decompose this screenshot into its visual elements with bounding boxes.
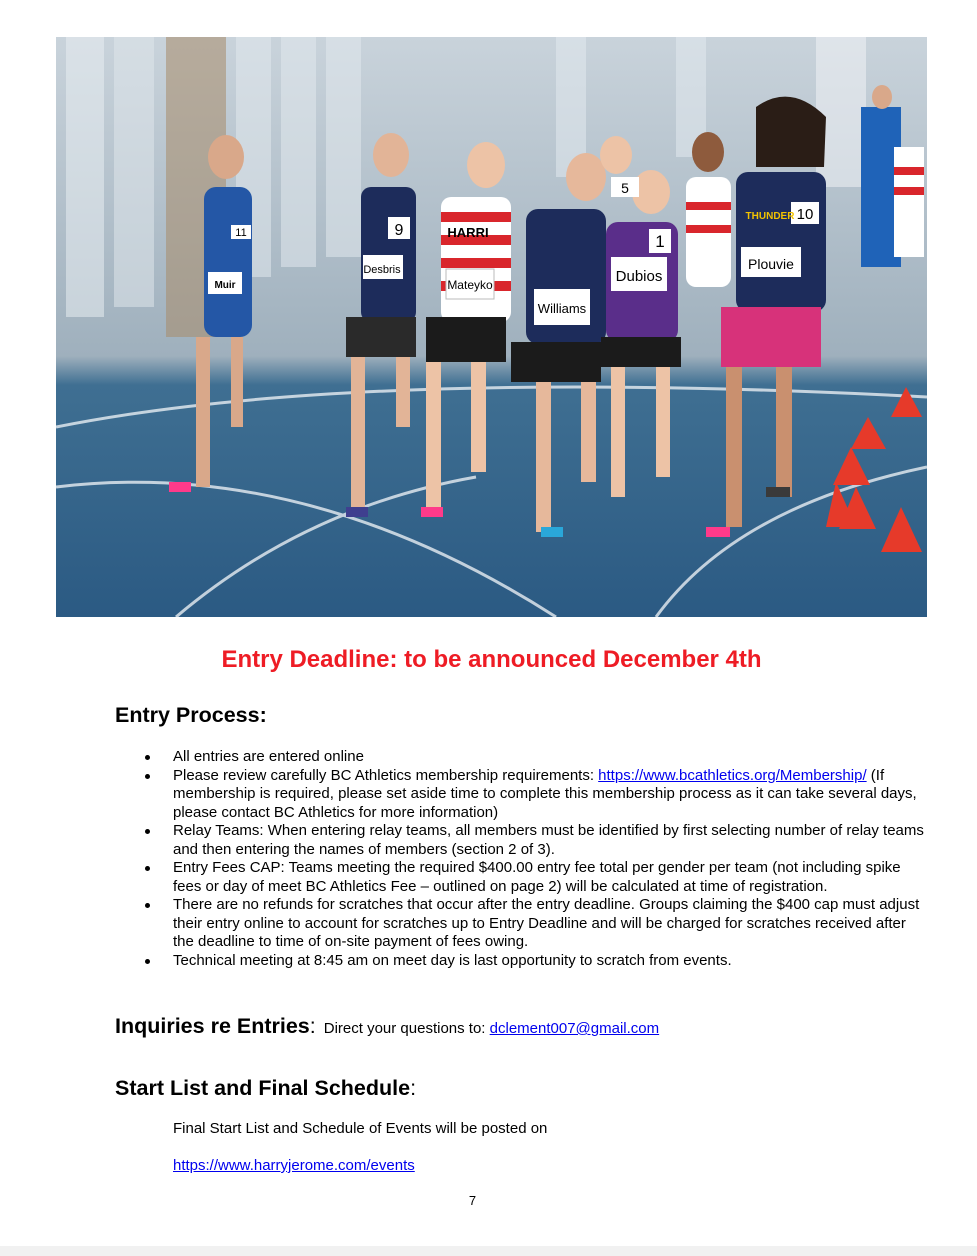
svg-text:Mateyko: Mateyko <box>447 278 493 292</box>
start-list-heading: Start List and Final Schedule: <box>115 1076 417 1100</box>
harry-jerome-events-link[interactable]: https://www.harryjerome.com/events <box>173 1157 415 1174</box>
entry-process-heading: Entry Process: <box>115 703 267 727</box>
runners-photo <box>56 37 927 617</box>
svg-text:THUNDER: THUNDER <box>745 211 795 222</box>
bullet-icon <box>145 903 150 908</box>
svg-text:9: 9 <box>394 222 404 239</box>
svg-text:10: 10 <box>796 206 814 223</box>
svg-text:1: 1 <box>655 232 665 251</box>
svg-text:5: 5 <box>621 180 629 196</box>
bullet-icon <box>145 866 150 871</box>
inquiries-email-link[interactable]: dclement007@gmail.com <box>489 1020 660 1037</box>
list-item: Entry Fees CAP: Teams meeting the required $400.00 entry fee total per gender per team (not including spike fees or day of meet BC Athletics Fee – outlined on page 2) will be calculated at time of registration. <box>145 859 925 896</box>
list-item: Technical meeting at 8:45 am on meet day is last opportunity to scratch from events. <box>145 952 925 971</box>
svg-text:Dubios: Dubios <box>615 268 663 285</box>
list-item: All entries are entered online <box>145 748 925 767</box>
list-item: Please review carefully BC Athletics membership requirements: https://www.bcathletics.org/Membership/ (If membership is required, please set aside time to complete this membership process as it can take several days, please contact BC Athletics for more information) <box>145 767 925 823</box>
inquiries-heading: Inquiries re Entries: Direct your questions to: dclement007@gmail.com <box>115 1014 660 1038</box>
svg-text:Plouvie: Plouvie <box>748 256 794 272</box>
page-number: 7 <box>468 1193 477 1208</box>
bullet-icon <box>145 959 150 964</box>
runners-illustration <box>56 37 927 617</box>
bullet-icon <box>145 774 150 779</box>
svg-text:11: 11 <box>235 227 247 239</box>
svg-text:Desbris: Desbris <box>363 264 401 276</box>
list-item: Relay Teams: When entering relay teams, all members must be identified by first selecting number of relay teams and then entering the names of members (section 2 of 3). <box>145 822 925 859</box>
svg-text:HARRI: HARRI <box>447 225 489 240</box>
svg-text:Muir: Muir <box>214 280 236 291</box>
bullet-icon <box>145 829 150 834</box>
svg-text:Williams: Williams <box>537 301 587 316</box>
entry-process-list <box>145 748 925 970</box>
start-list-text: Final Start List and Schedule of Events will be posted on <box>173 1120 548 1137</box>
bc-athletics-membership-link[interactable]: https://www.bcathletics.org/Membership/ <box>598 766 867 784</box>
entry-deadline-heading: Entry Deadline: to be announced December 4th <box>221 646 762 673</box>
bullet-icon <box>145 755 150 760</box>
list-item: There are no refunds for scratches that occur after the entry deadline. Groups claiming the $400 cap must adjust their entry online to account for scratches up to Entry Deadline and will be charged for scratches received after the deadline to time of on-site payment of fees owing. <box>145 896 925 952</box>
